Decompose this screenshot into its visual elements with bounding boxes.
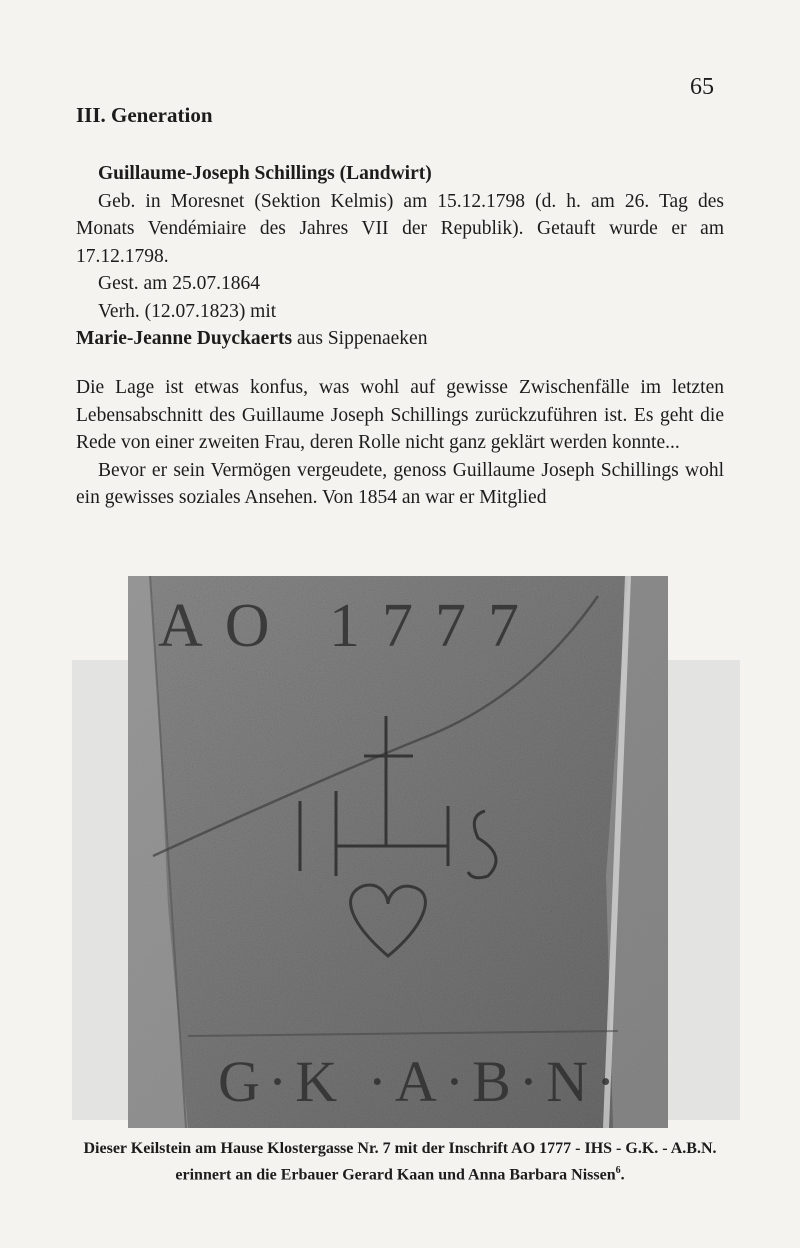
inscription-top: AO 1777	[158, 592, 542, 660]
page-number: 65	[690, 74, 714, 100]
footnote-marker: 6	[615, 1165, 621, 1176]
death-record: Gest. am 25.07.1864	[98, 273, 260, 294]
paragraph: Bevor er sein Vermögen vergeudete, genoss Guillaume Joseph Schillings wohl ein gewisses soziales Ansehen. Von 1854 an war er Mitglied	[76, 459, 724, 508]
person-occupation: (Landwirt)	[339, 163, 432, 184]
body-text	[76, 374, 724, 512]
marriage-record: Verh. (12.07.1823) mit	[98, 300, 277, 322]
person-entry	[76, 160, 724, 353]
spouse-name: Marie-Jeanne Duyckaerts	[76, 328, 293, 349]
person-name: Guillaume-Joseph Schillings	[98, 163, 335, 184]
keystone-photo	[128, 576, 668, 1128]
birth-record: Geb. in Moresnet (Sektion Kelmis) am 15.12.1798 (d. h. am 26. Tag des Monats Vendémiaire des Jahres VII der Republik). Getauft wurde er am 17.12.1798.	[76, 190, 724, 267]
paragraph: Die Lage ist etwas konfus, was wohl auf gewisse Zwischenfälle im letzten Lebensabschnitt des Guillaume Joseph Schillings zurückzuführen ist. Es geht die Rede von einer zweiten Frau, deren Rolle nicht ganz geklärt werden konnte...	[76, 377, 724, 453]
section-title: III. Generation	[76, 103, 213, 127]
spouse-origin: aus Sippenaeken	[296, 328, 428, 349]
figure-caption: Dieser Keilstein am Hause Klostergasse Nr. 7 mit der Inschrift AO 1777 - IHS - G.K. - A.B.N. erinnert an die Erbauer Gerard Kaan und Anna Barbara Nissen$^6$.	[83, 1140, 717, 1184]
inscription-bottom: G·K ·A·B·N·	[218, 1049, 624, 1114]
